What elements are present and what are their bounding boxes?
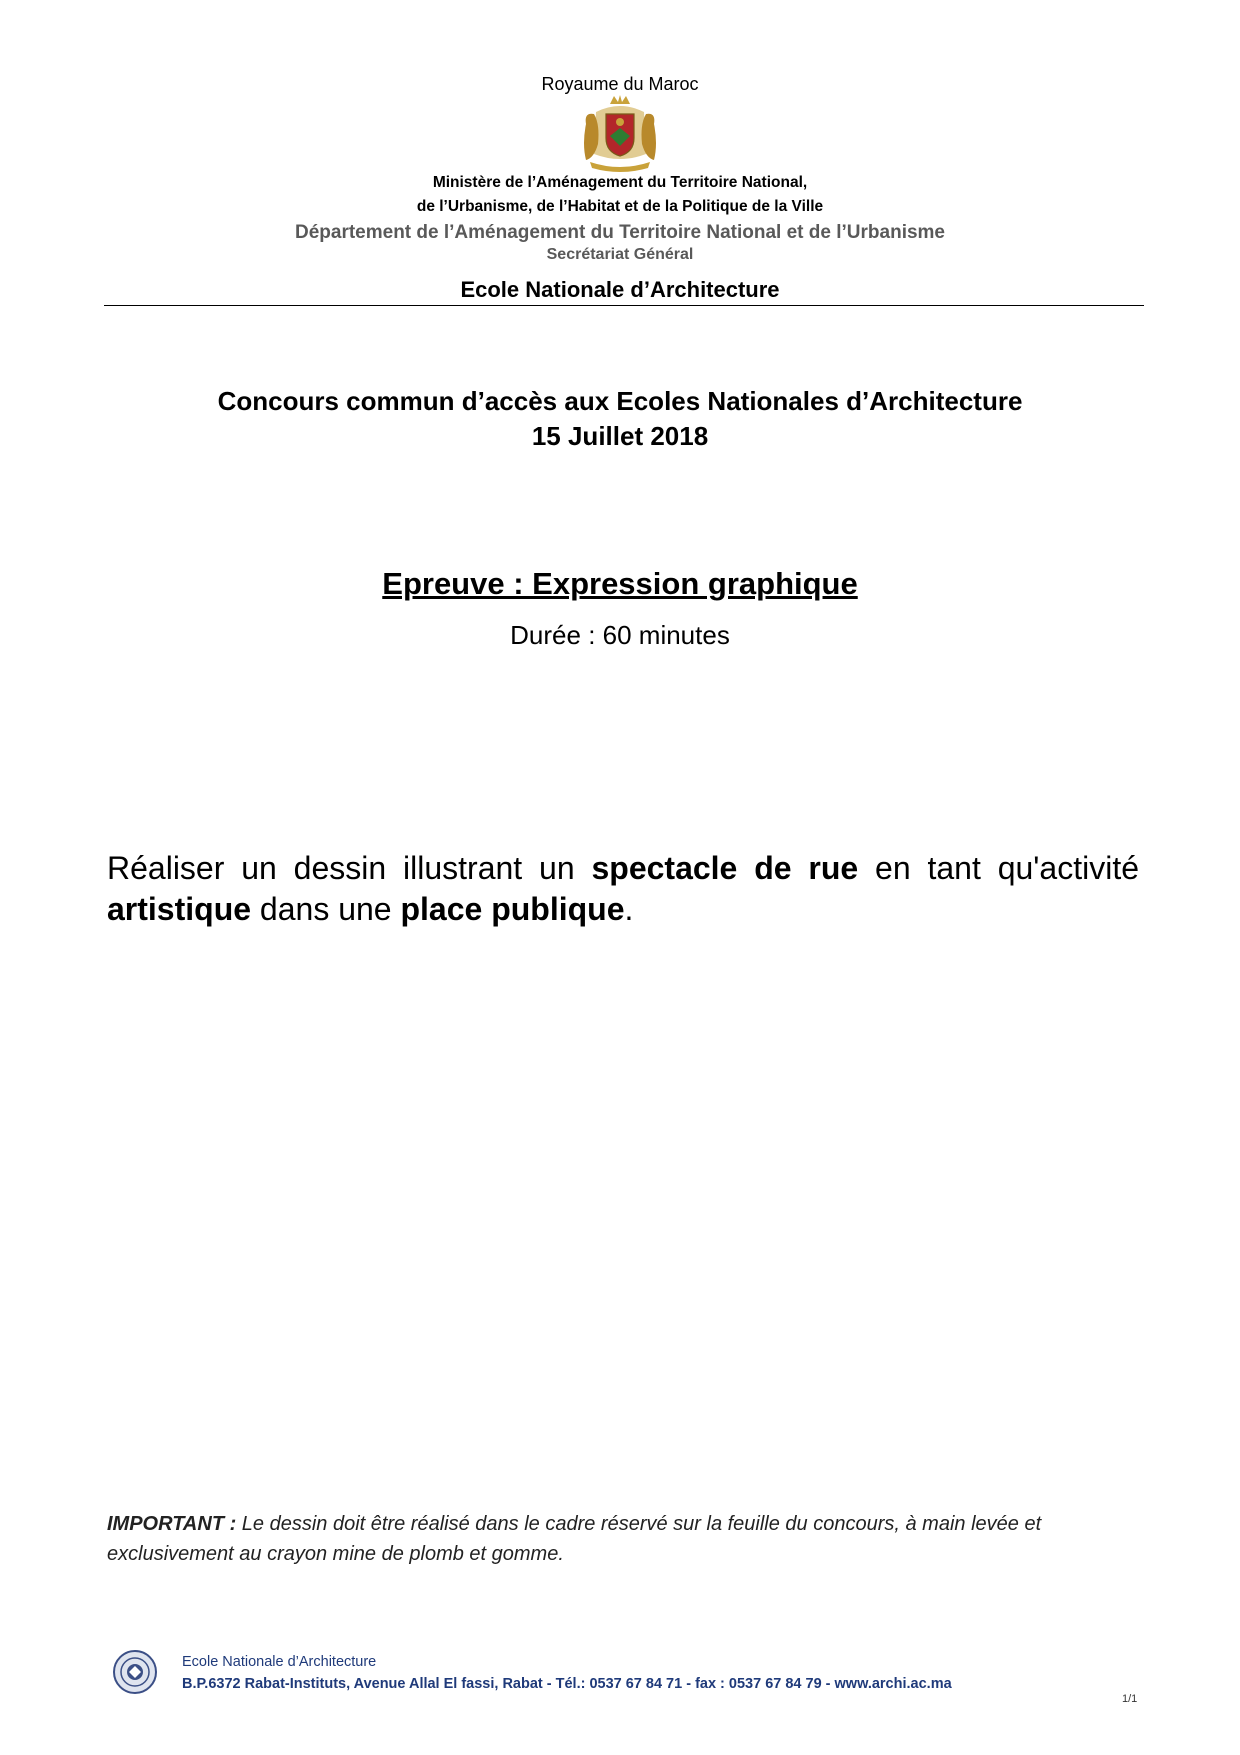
important-text: Le dessin doit être réalisé dans le cadre réservé sur la feuille du concours, à main levée et exclusivement au crayon mine de plomb et gomme. (107, 1513, 1042, 1565)
exam-title: Concours commun d’accès aux Ecoles Nationales d’Architecture (217, 386, 1023, 416)
task-keyword-street-show: spectacle de rue (591, 850, 859, 886)
page-number: 1/1 (1122, 1693, 1138, 1705)
ministry-line-2: de l’Urbanisme, de l’Habitat et de la Politique de la Ville (416, 198, 824, 215)
school-name: Ecole Nationale d’Architecture (460, 277, 780, 302)
morocco-coat-of-arms-icon (580, 94, 660, 172)
task-text-4: . (624, 891, 634, 927)
important-label: IMPORTANT : (107, 1513, 237, 1535)
country-name: Royaume du Maroc (541, 74, 699, 94)
task-keyword-public-square: place publique (400, 891, 625, 927)
exam-duration: Durée : 60 minutes (510, 620, 730, 650)
ministry-line-1: Ministère de l’Aménagement du Territoire National, (432, 174, 808, 191)
task-text-3: dans une (251, 891, 401, 927)
secretariat-name: Secrétariat Général (546, 246, 694, 263)
department-name: Département de l’Aménagement du Territoire National et de l’Urbanisme (294, 222, 946, 243)
exam-subject (0, 566, 1240, 602)
footer-school-name: Ecole Nationale d’Architecture (182, 1654, 377, 1670)
important-note (107, 1509, 1147, 1569)
exam-date: 15 Juillet 2018 (531, 421, 709, 451)
footer-address: B.P.6372 Rabat-Instituts, Avenue Allal El fassi, Rabat - Tél.: 0537 67 84 71 - fax : 0537 67 84 79 - www.archi.ac.ma (182, 1676, 952, 1692)
exam-subject-text: Epreuve : Expression graphique (382, 566, 858, 601)
task-text-1: Réaliser un dessin illustrant un (107, 850, 592, 886)
header-divider (104, 305, 1144, 306)
task-statement (107, 848, 1139, 930)
task-keyword-artistic: artistique (107, 891, 252, 927)
school-seal-icon (112, 1649, 158, 1695)
task-text-2: en tant qu'activité (858, 850, 1140, 886)
